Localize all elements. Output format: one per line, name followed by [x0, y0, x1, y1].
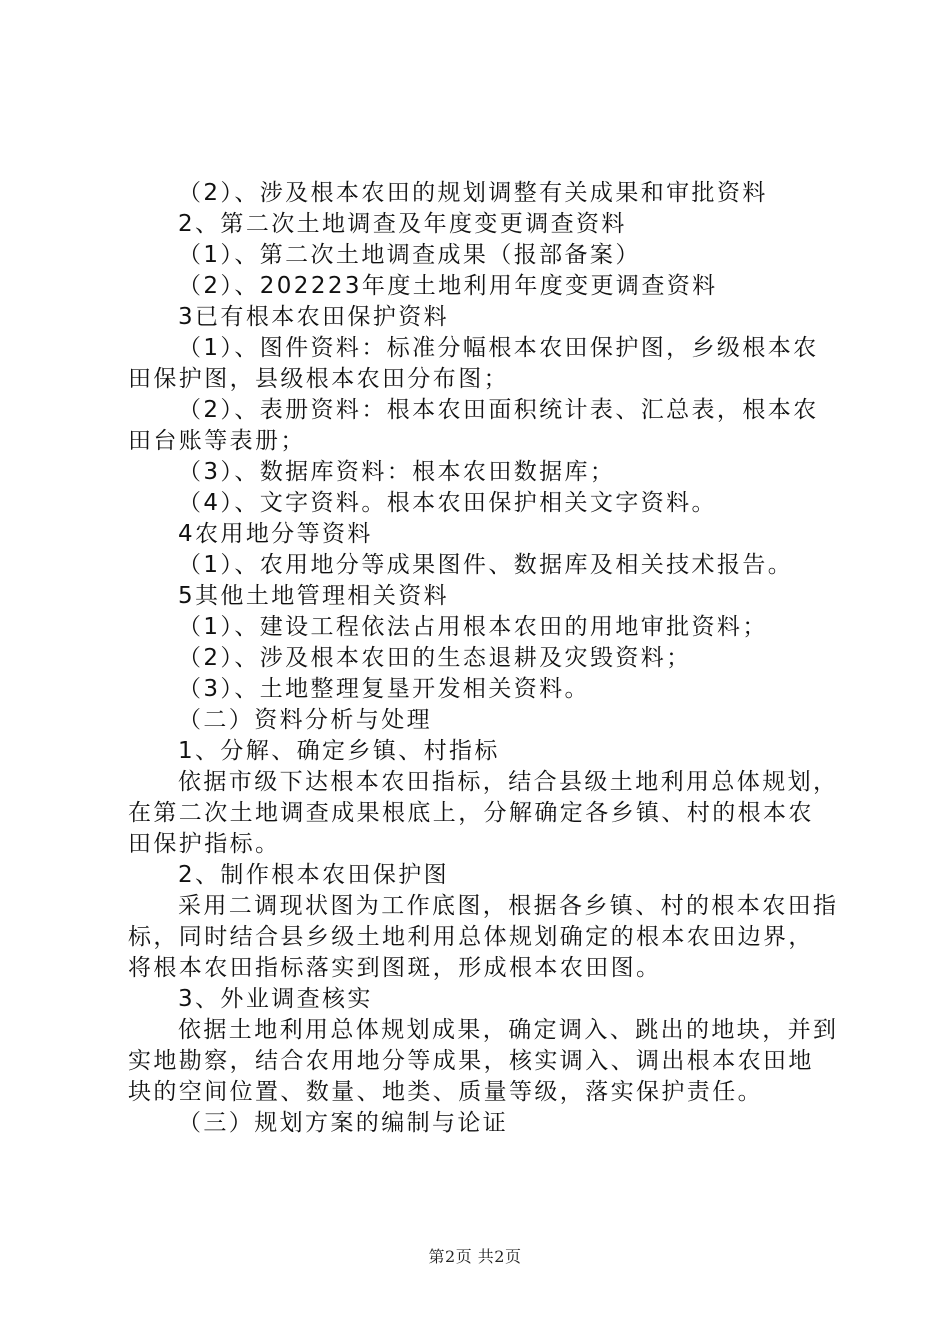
text-line: （1）、第二次土地调查成果（报部备案）	[178, 242, 641, 268]
text-line: 5其他土地管理相关资料	[178, 583, 450, 609]
text-line: 田台账等表册；	[128, 428, 306, 454]
text-line: 4农用地分等资料	[178, 521, 373, 547]
text-line: 2、制作根本农田保护图	[178, 862, 450, 888]
text-line: （1）、图件资料：标准分幅根本农田保护图，乡级根本农	[178, 335, 819, 361]
text-line: （二）资料分析与处理	[178, 707, 432, 733]
text-line: 3、外业调查核实	[178, 986, 373, 1012]
text-line: （3）、数据库资料：根本农田数据库；	[178, 459, 616, 485]
text-line: 1、分解、确定乡镇、村指标	[178, 738, 500, 764]
text-line: 田保护图，县级根本农田分布图；	[128, 366, 509, 392]
text-line: （4）、文字资料。根本农田保护相关文字资料。	[178, 490, 717, 516]
text-line: 块的空间位置、数量、地类、质量等级，落实保护责任。	[128, 1079, 763, 1105]
page-footer: 第2页 共2页	[428, 1247, 522, 1266]
text-line: 实地勘察，结合农用地分等成果，核实调入、调出根本农田地	[128, 1048, 814, 1074]
text-line: 依据土地利用总体规划成果，确定调入、跳出的地块，并到	[178, 1017, 839, 1043]
text-line: 依据市级下达根本农田指标，结合县级土地利用总体规划，	[178, 769, 839, 795]
text-line: 在第二次土地调查成果根底上，分解确定各乡镇、村的根本农	[128, 800, 814, 826]
text-line: 3已有根本农田保护资料	[178, 304, 450, 330]
text-line: 2、第二次土地调查及年度变更调查资料	[178, 211, 627, 237]
text-line: 将根本农田指标落实到图斑，形成根本农田图。	[128, 955, 662, 981]
text-line: （1）、建设工程依法占用根本农田的用地审批资料；	[178, 614, 768, 640]
text-line: （2）、202223年度土地利用年度变更调查资料	[178, 273, 718, 299]
text-line: （2）、表册资料：根本农田面积统计表、汇总表，根本农	[178, 397, 819, 423]
text-line: 采用二调现状图为工作底图，根据各乡镇、村的根本农田指	[178, 893, 839, 919]
text-line: 田保护指标。	[128, 831, 281, 857]
text-line: （3）、土地整理复垦开发相关资料。	[178, 676, 590, 702]
text-line: 标，同时结合县乡级土地利用总体规划确定的根本农田边界，	[128, 924, 814, 950]
text-line: （2）、涉及根本农田的规划调整有关成果和审批资料	[178, 180, 768, 206]
text-line: （1）、农用地分等成果图件、数据库及相关技术报告。	[178, 552, 794, 578]
text-line: （三）规划方案的编制与论证	[178, 1110, 509, 1136]
text-line: （2）、涉及根本农田的生态退耕及灾毁资料；	[178, 645, 692, 671]
